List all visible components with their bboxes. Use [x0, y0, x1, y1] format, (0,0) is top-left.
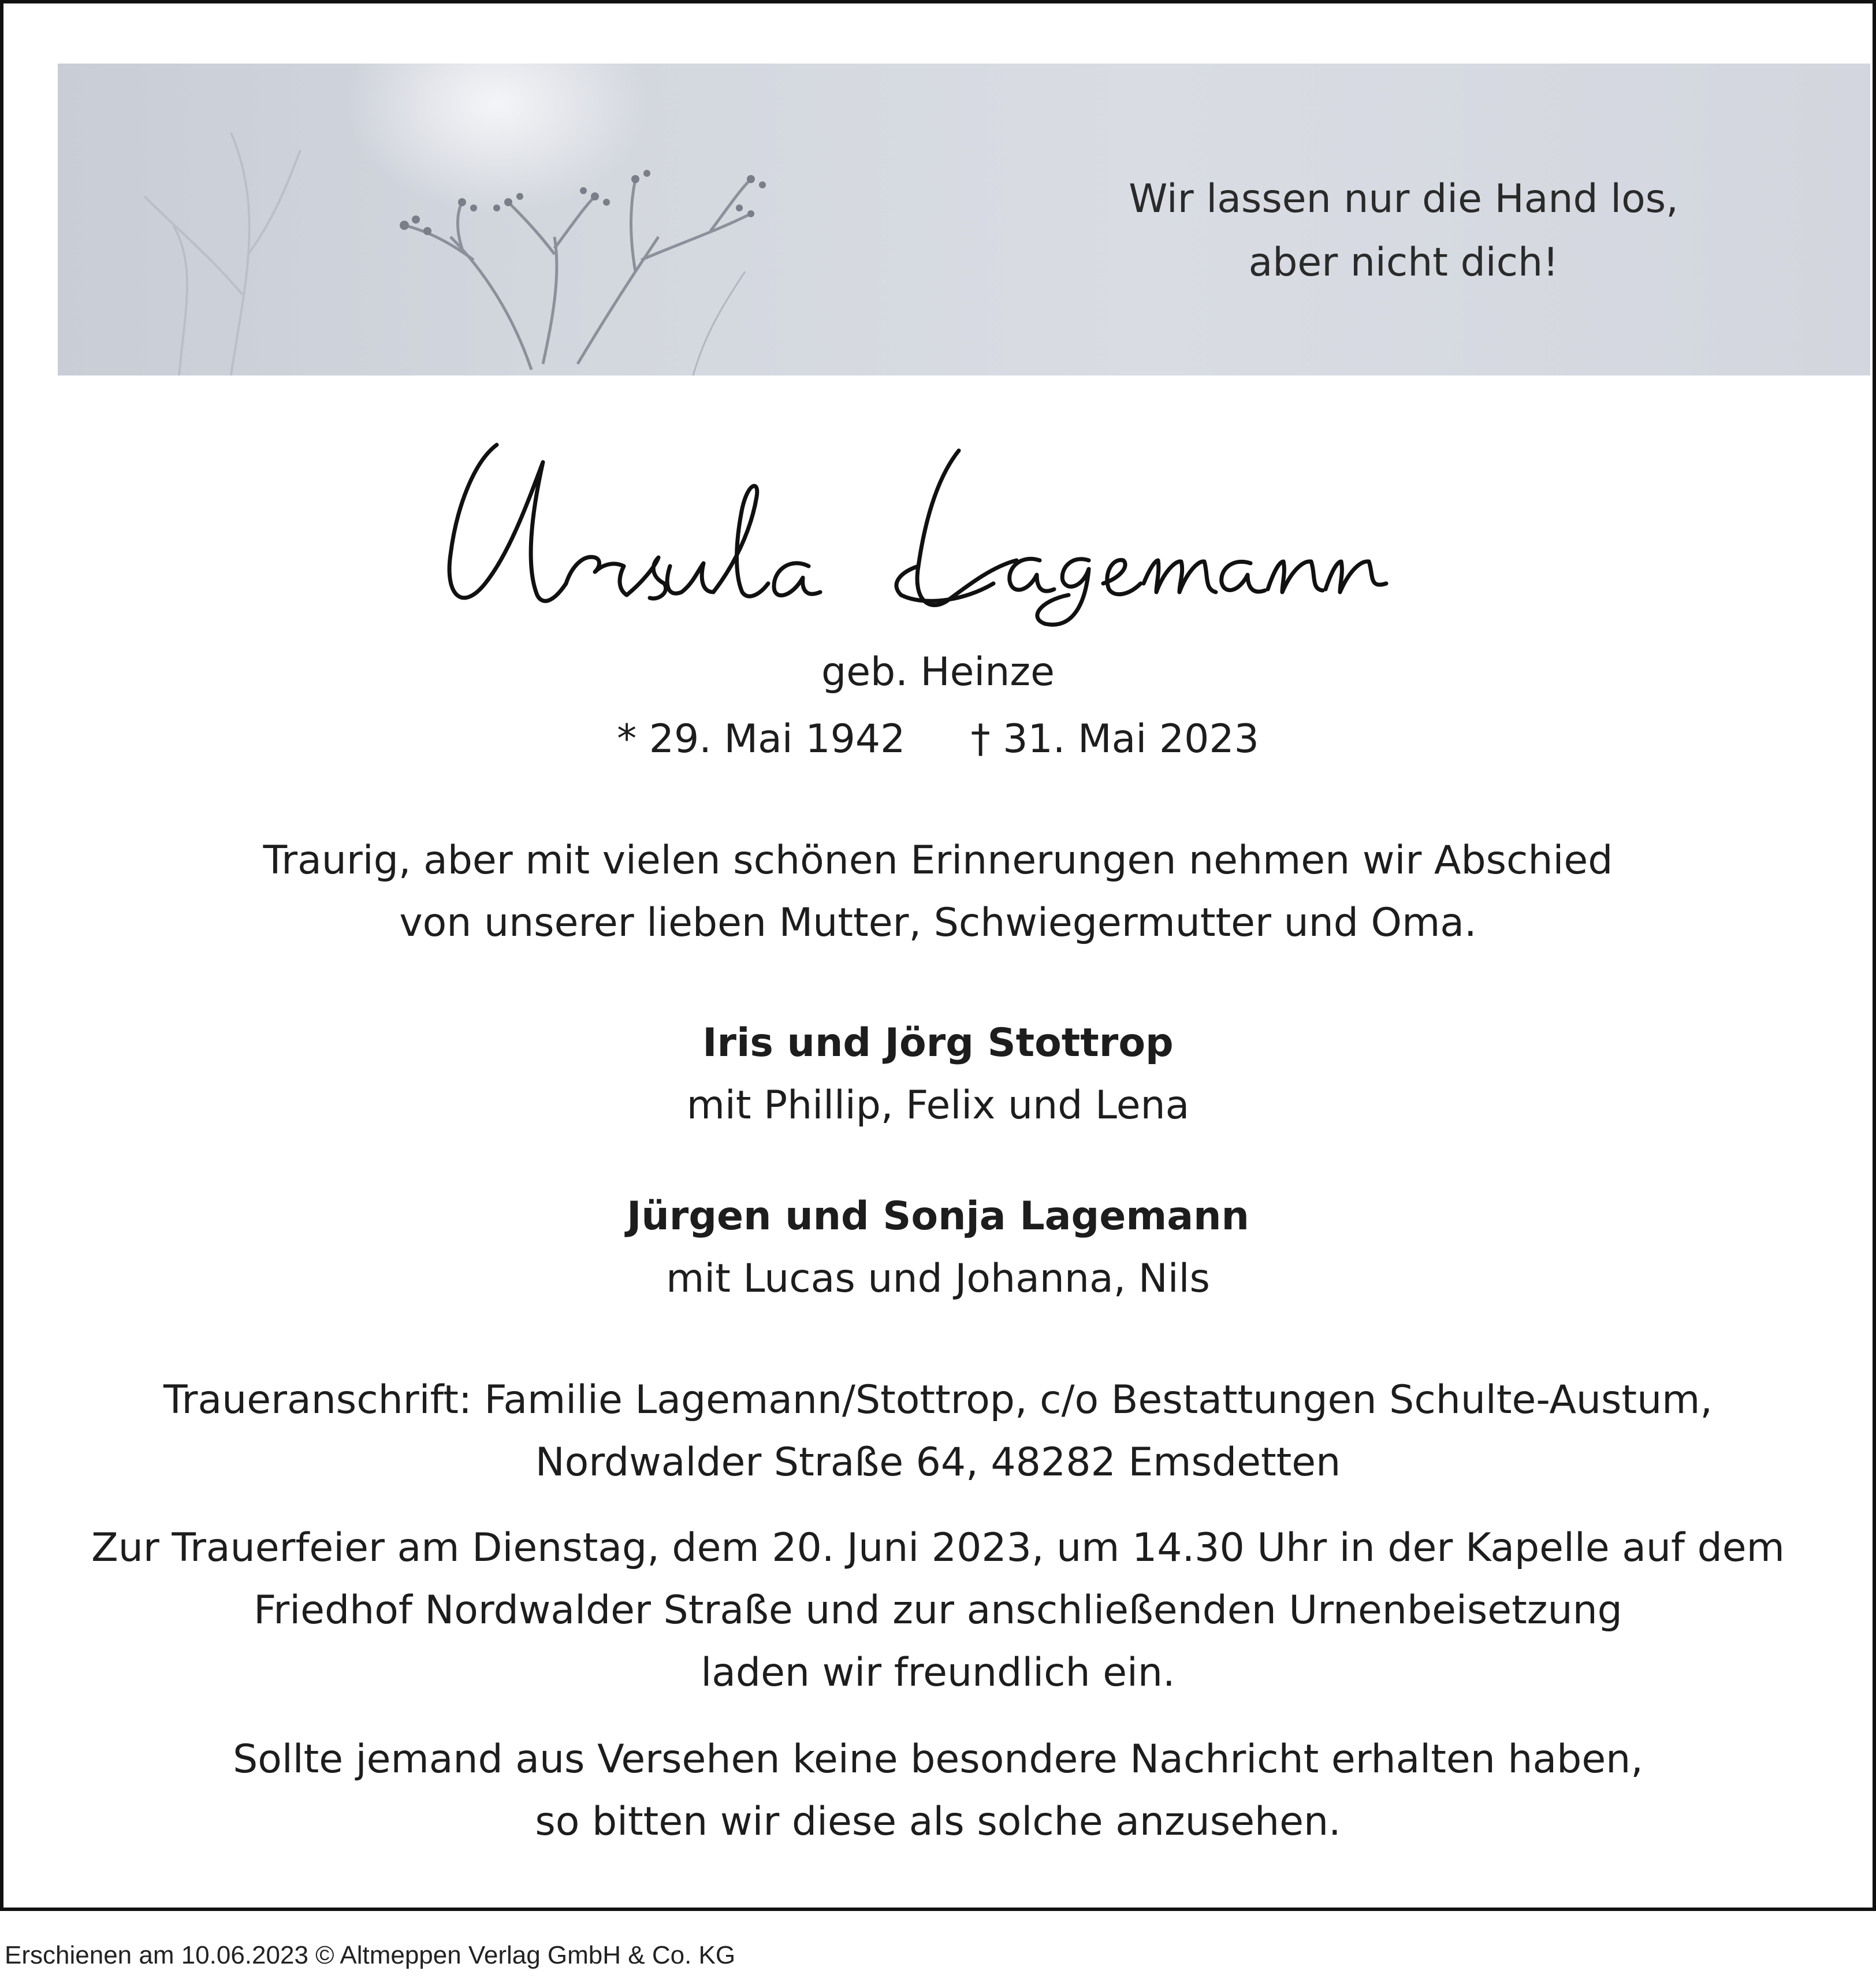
mourning-address [0, 1369, 1876, 1494]
intro-line-2: von unserer lieben Mutter, Schwiegermutter und Oma. [399, 900, 1477, 946]
notice-text [0, 1728, 1876, 1853]
deceased-name-signature [427, 427, 1456, 635]
address-line-1: Traueranschrift: Familie Lagemann/Stottrop, c/o Bestattungen Schulte-Austum, [163, 1377, 1713, 1423]
publication-footer: Erschienen am 10.06.2023 © Altmeppen Verlag GmbH & Co. KG [5, 1941, 736, 1969]
life-dates [0, 708, 1876, 771]
ceremony-line-1: Zur Trauerfeier am Dienstag, dem 20. Juni 2023, um 14.30 Uhr in der Kapelle auf dem [91, 1525, 1785, 1571]
family-names: Iris und Jörg Stottrop [702, 1020, 1174, 1066]
birth-name: geb. Heinze [821, 649, 1055, 695]
family-names: Jürgen und Sonja Lagemann [627, 1194, 1249, 1239]
motto-quote [1028, 168, 1779, 295]
motto-line-1: Wir lassen nur die Hand los, [1129, 176, 1678, 222]
birth-name-block [0, 641, 1876, 704]
notice-line-1: Sollte jemand aus Versehen keine besondere Nachricht erhalten haben, [233, 1737, 1643, 1782]
birth-date: * 29. Mai 1942 [617, 716, 906, 762]
family-children: mit Phillip, Felix und Lena [686, 1083, 1190, 1128]
address-line-2: Nordwalder Straße 64, 48282 Emsdetten [535, 1440, 1341, 1485]
banner-image [58, 64, 1870, 375]
death-date: † 31. Mai 2023 [970, 716, 1259, 762]
ceremony-line-2: Friedhof Nordwalder Straße und zur anschließenden Urnenbeisetzung [254, 1587, 1622, 1633]
family-group-2 [0, 1185, 1876, 1310]
ceremony-line-3: laden wir freundlich ein. [701, 1650, 1175, 1696]
intro-line-1: Traurig, aber mit vielen schönen Erinnerungen nehmen wir Abschied [263, 838, 1613, 883]
family-group-1 [0, 1012, 1876, 1137]
motto-line-2: aber nicht dich! [1248, 240, 1559, 285]
notice-line-2: so bitten wir diese als solche anzusehen. [535, 1799, 1341, 1845]
family-children: mit Lucas und Johanna, Nils [666, 1256, 1210, 1302]
intro-text [0, 830, 1876, 954]
ceremony-info [0, 1517, 1876, 1704]
